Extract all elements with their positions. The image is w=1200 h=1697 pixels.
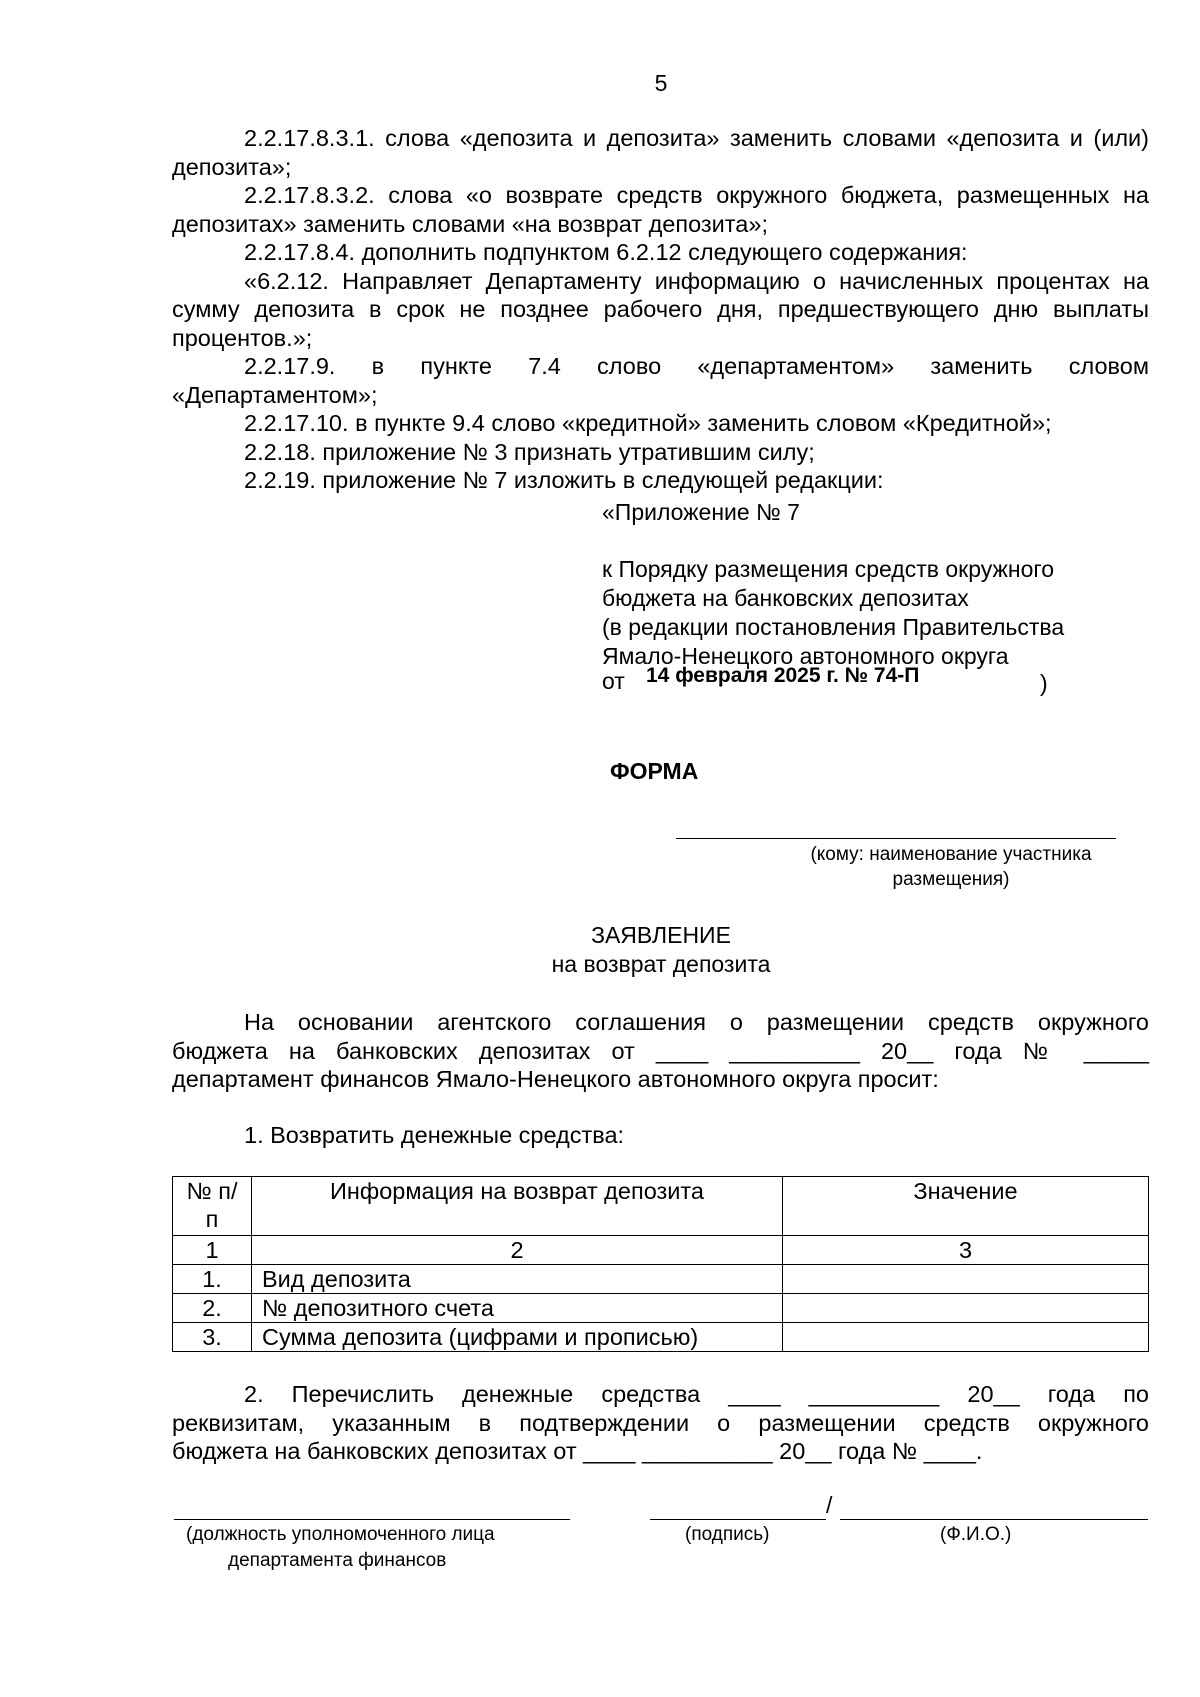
header-number: № п/п xyxy=(173,1177,252,1236)
appendix-line-3: (в редакции постановления Правительства xyxy=(602,614,1065,640)
recipient-caption-line-1: (кому: наименование участника xyxy=(810,844,1092,865)
index-col-2: 2 xyxy=(252,1236,783,1265)
row-info: Вид депозита xyxy=(252,1265,783,1294)
paragraph-2-2-18: 2.2.18. приложение № 3 признать утратившим силу; xyxy=(244,438,815,465)
appendix-date-prefix: от xyxy=(602,668,625,694)
item-2-line-3: бюджета на банковских депозитах от ____ __________ 20__ года № ____. xyxy=(172,1438,983,1464)
position-caption-line-1: (должность уполномоченного лица xyxy=(186,1524,495,1545)
row-number: 3. xyxy=(173,1323,252,1352)
amendments-text xyxy=(172,124,1149,495)
paragraph-2-2-17-8-4: 2.2.17.8.4. дополнить подпунктом 6.2.12 следующего содержания: xyxy=(244,239,968,265)
row-info: Сумма депозита (цифрами и прописью) xyxy=(252,1323,783,1352)
intro-line-1: На основании агентского соглашения о размещении средств окружного xyxy=(244,1009,1149,1035)
row-number: 2. xyxy=(173,1294,252,1323)
index-col-1: 1 xyxy=(173,1236,252,1265)
deposit-info-table xyxy=(172,1176,1149,1352)
name-caption: (Ф.И.О.) xyxy=(940,1524,1012,1545)
name-blank-line xyxy=(840,1519,1148,1520)
appendix-line-1: к Порядку размещения средств окружного xyxy=(602,556,1055,582)
item-2-line-2: реквизитам, указанным в подтверждении о размещении средств окружного xyxy=(172,1409,1149,1436)
header-value: Значение xyxy=(783,1177,1149,1236)
statement-title: ЗАЯВЛЕНИЕ xyxy=(591,922,731,948)
appendix-date-suffix: ) xyxy=(1040,670,1048,696)
item-2 xyxy=(172,1380,1149,1466)
index-col-3: 3 xyxy=(783,1236,1149,1265)
header-info: Информация на возврат депозита xyxy=(252,1177,783,1236)
recipient-caption-line-2: размещения) xyxy=(892,869,1010,890)
paragraph-2-2-19: 2.2.19. приложение № 7 изложить в следующей редакции: xyxy=(244,467,884,493)
table-index-row xyxy=(173,1236,1149,1265)
appendix-line-2: бюджета на банковских депозитах xyxy=(602,585,969,611)
appendix-date-value: 14 февраля 2025 г. № 74-П xyxy=(646,664,920,687)
signature-caption: (подпись) xyxy=(685,1524,770,1545)
intro-line-2: бюджета на банковских депозитах от ____ __________ 20__ года № _____ xyxy=(172,1037,1149,1064)
signature-separator: / xyxy=(826,1492,833,1518)
table-header-row xyxy=(173,1177,1149,1236)
signature-blank-line xyxy=(650,1519,826,1520)
form-label: ФОРМА xyxy=(610,758,699,784)
paragraph-2-2-17-8-3-1: 2.2.17.8.3.1. слова «депозита и депозита» заменить словами «депозита и (или) депозита»; xyxy=(172,125,1149,180)
appendix-line-4: Ямало-Ненецкого автономного округа xyxy=(602,643,1009,669)
row-value xyxy=(783,1323,1149,1352)
item-1-heading: 1. Возвратить денежные средства: xyxy=(244,1122,625,1148)
table-row xyxy=(173,1294,1149,1323)
intro-line-3: департамент финансов Ямало-Ненецкого автономного округа просит: xyxy=(172,1066,939,1092)
table-row xyxy=(173,1265,1149,1294)
position-caption-line-2: департамента финансов xyxy=(228,1550,447,1571)
recipient-blank-line xyxy=(676,838,1116,839)
item-2-line-1: 2. Перечислить денежные средства ____ __________ 20__ года по xyxy=(244,1381,1149,1407)
statement-subtitle: на возврат депозита xyxy=(551,951,771,977)
table-row xyxy=(173,1323,1149,1352)
paragraph-2-2-17-8-3-2: 2.2.17.8.3.2. слова «о возврате средств окружного бюджета, размещенных на депозитах» заменить словами «на возврат депозита»; xyxy=(172,182,1149,237)
paragraph-2-2-17-9: 2.2.17.9. в пункте 7.4 слово «департаментом» заменить словом «Департаментом»; xyxy=(172,353,1149,408)
paragraph-6-2-12: «6.2.12. Направляет Департаменту информацию о начисленных процентах на сумму депозита в срок не позднее рабочего дня, предшествующего дню выплаты процентов.»; xyxy=(172,267,1149,351)
position-blank-line xyxy=(174,1519,570,1520)
row-value xyxy=(783,1265,1149,1294)
recipient-caption xyxy=(760,842,1142,892)
paragraph-2-2-17-10: 2.2.17.10. в пункте 9.4 слово «кредитной» заменить словом «Кредитной»; xyxy=(244,410,1052,436)
row-info: № депозитного счета xyxy=(252,1294,783,1323)
appendix-title: «Приложение № 7 xyxy=(602,499,800,525)
row-value xyxy=(783,1294,1149,1323)
row-number: 1. xyxy=(173,1265,252,1294)
statement-intro xyxy=(172,1008,1149,1094)
page-number: 5 xyxy=(654,70,668,96)
